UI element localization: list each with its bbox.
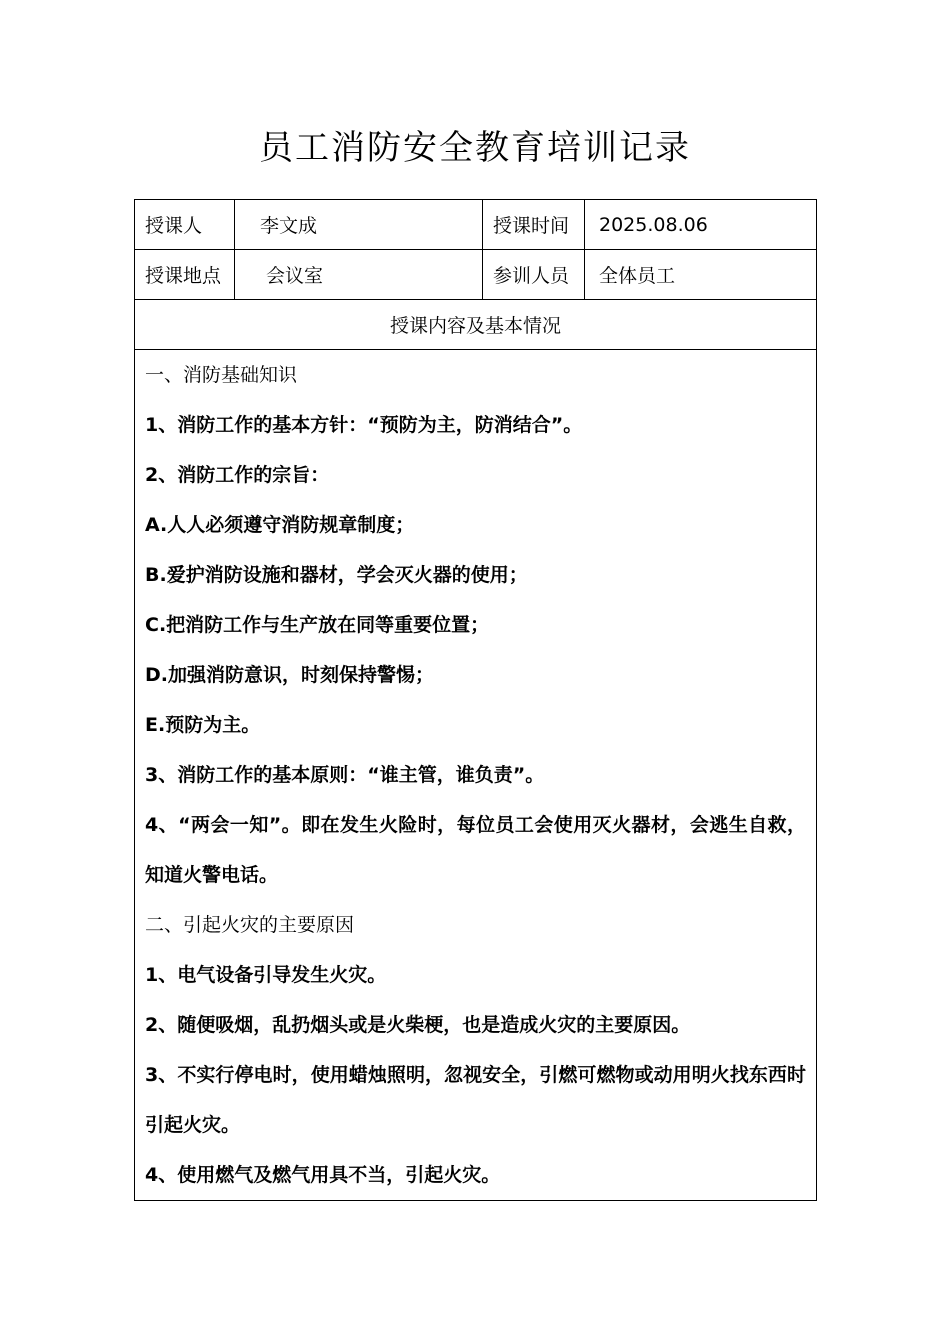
info-row-lecturer [135,200,817,250]
section-1-heading: 一、消防基础知识 [145,364,298,386]
section-1-item-2d: D.加强消防意识，时刻保持警惕； [145,664,434,686]
section-header-row [135,300,817,350]
section-1-item-2: 2、消防工作的宗旨： [145,464,330,486]
section-1-item-3: 3、消防工作的基本原则：“谁主管，谁负责”。 [145,764,545,786]
section-1-item-2e: E.预防为主。 [145,714,261,736]
section-2-item-3: 3、不实行停电时，使用蜡烛照明，忽视安全，引燃可燃物或动用明火找东西时引起火灾。 [145,1064,806,1136]
section-1-item-2a: A.人人必须遵守消防规章制度； [145,514,415,536]
participants-value: 全体员工 [585,250,817,300]
training-record-table [134,199,817,1201]
section-1-item-1: 1、消防工作的基本方针：“预防为主，防消结合”。 [145,414,583,436]
info-row-location [135,250,817,300]
section-2-heading: 二、引起火灾的主要原因 [145,914,355,936]
content-row [135,350,817,1201]
section-header: 授课内容及基本情况 [135,300,817,350]
section-2-item-4: 4、使用燃气及燃气用具不当，引起火灾。 [145,1164,501,1186]
page-title: 员工消防安全教育培训记录 [259,128,691,168]
location-value: 会议室 [235,250,483,300]
lecturer-label: 授课人 [135,200,235,250]
time-value: 2025.08.06 [585,200,817,250]
lecturer-value: 李文成 [235,200,483,250]
section-1-item-4: 4、“两会一知”。即在发生火险时，每位员工会使用灭火器材，会逃生自救，知道火警电话。 [145,814,806,886]
time-label: 授课时间 [483,200,585,250]
section-1-item-2c: C.把消防工作与生产放在同等重要位置； [145,614,490,636]
section-2-item-2: 2、随便吸烟，乱扔烟头或是火柴梗，也是造成火灾的主要原因。 [145,1014,691,1036]
section-1-item-2b: B.爱护消防设施和器材，学会灭火器的使用； [145,564,528,586]
participants-label: 参训人员 [483,250,585,300]
location-label: 授课地点 [135,250,235,300]
section-2-item-1: 1、电气设备引导发生火灾。 [145,964,387,986]
content-cell [135,350,817,1201]
